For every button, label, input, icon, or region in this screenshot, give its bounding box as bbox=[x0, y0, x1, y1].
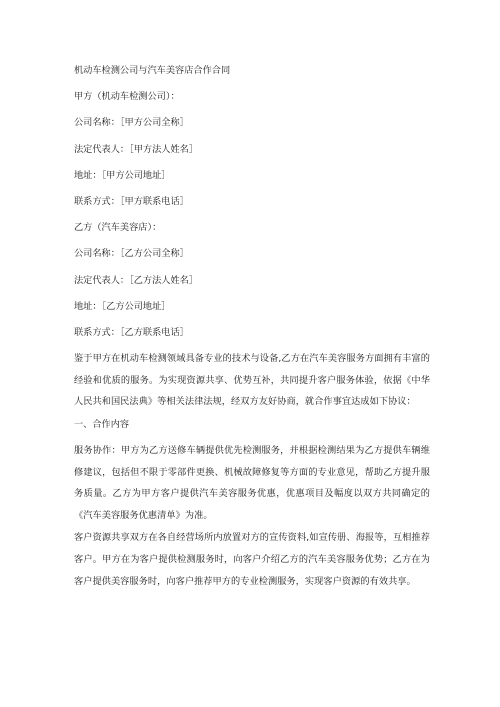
section-1-paragraph-service: 服务协作：甲方为乙方送修车辆提供优先检测服务，并根据检测结果为乙方提供车辆维修建议，包括但不限于零部件更换、机械故障修复等方面的专业意见，帮助乙方提升服务质量。乙方为甲方客户提供汽车美容服务优惠，优惠项目及幅度以双方共同确定的《汽车美容服务优惠清单》为准。 bbox=[74, 445, 430, 521]
section-1-paragraph-clients: 客户资源共享双方在各自经营场所内放置对方的宣传资料,如宣传册、海报等，互相推荐客户。甲方在为客户提供检测服务时，向客户介绍乙方的汽车美容服务优势；乙方在为客户提供美容服务时，向客户推荐甲方的专业检测服务，实现客户资源的有效共享。 bbox=[74, 532, 430, 587]
document-title: 机动车检测公司与汽车美容店合作合同 bbox=[74, 65, 231, 76]
party-a-heading: 甲方（机动车检测公司）： bbox=[74, 91, 180, 103]
party-b-legal-rep: 法定代表人：［乙方法人姓名］ bbox=[74, 274, 199, 286]
party-a-contact: 联系方式：［甲方联系电话］ bbox=[74, 195, 189, 207]
preamble-paragraph: 鉴于甲方在机动车检测领域具备专业的技术与设备,乙方在汽车美容服务方面拥有丰富的经验和优质的服务。为实现资源共享、优势互补，共同提升客户服务体验，依据《中华人民共和国民法典》等相关法律法规，经双方友好协商，就合作事宜达成如下协议： bbox=[74, 353, 430, 408]
party-a-address: 地址：［甲方公司地址］ bbox=[74, 169, 171, 181]
party-b-contact: 联系方式：［乙方联系电话］ bbox=[74, 326, 189, 338]
party-b-heading: 乙方（汽车美容店）： bbox=[74, 222, 162, 234]
party-a-company-name: 公司名称：［甲方公司全称］ bbox=[74, 117, 189, 129]
party-b-address: 地址：［乙方公司地址］ bbox=[74, 300, 171, 312]
party-a-legal-rep: 法定代表人：［甲方法人姓名］ bbox=[74, 143, 199, 155]
party-b-company-name: 公司名称：［乙方公司全称］ bbox=[74, 248, 189, 260]
section-1-heading: 一、合作内容 bbox=[74, 418, 130, 430]
